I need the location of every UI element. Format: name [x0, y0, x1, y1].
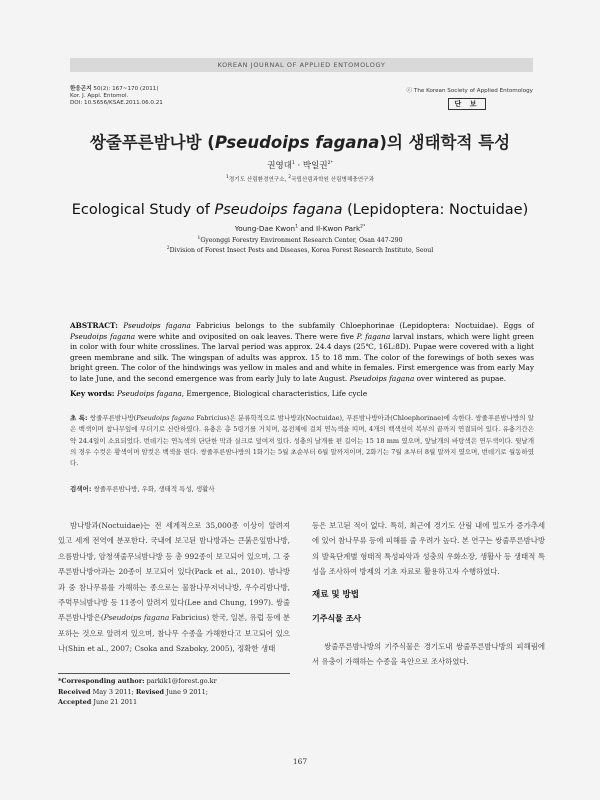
citation-block: [70, 86, 163, 108]
english-abstract: ABSTRACT: Pseudoips fagana Fabricius belongs to the subfamily Chloephorinae (Lepidoptera: Noctuidae). Eggs of Pseudoips fagana were white and oviposited on oak leaves. There were five P. fagana larval instars, which were light green in color with four white crosslines. The larval period was approx. 24.4 days (25℃, 16L:8D). Pupae were covered with a light green membrane and silk. The wingspan of adults was approx. 15 to 18 mm. The color of the forewings of both sexes was bright green. The color of the hindwings was yellow in males and and white in females. First emergence was from early May to late June, and the second emergence was from early July to late August. Pseudoips fagana over wintered as pupae.: [70, 321, 535, 383]
body-left-column: [58, 518, 290, 657]
journal-header-band: KOREAN JOURNAL OF APPLIED ENTOMOLOGY: [70, 58, 533, 72]
english-title: Ecological Study of Pseudoips fagana (Lepidoptera: Noctuidae): [71, 202, 529, 218]
intro-paragraph: 밤나방과(Noctuidae)는 전 세계적으로 35,000종 이상이 알려져 있고 세계 전역에 분포한다. 국내에 보고된 밤나방과는 큰붉은잎밤나방, 으름밤나방, 암청색줄무늬밤나방 등 총 992종이 보고되어 있으며, 그 중 푸른밤나방아과는 20종이 보고되어 있다(Pack et al., 2010). 밤나방과 중 참나무류를 가해하는 종으로는 물참나무저녁나방, 우수리밤나방, 주먹무늬밤나방 등 11종이 알려져 있다(Lee and Chung, 1997). 쌍줄푸른밤나방은(Pseudoips fagana Fabricius) 한국, 일본, 유럽 등에 분포하는 것으로 알려져 있으며, 참나무 수종을 가해한다고 보고되어 있으나(Shin et al., 2007; Csoka and Szaboky, 2005), 정확한 생태: [58, 521, 290, 654]
journal-abbrev-kr: 한응곤지: [70, 86, 92, 92]
footnote-rule: [58, 673, 290, 674]
host-plant-paragraph: 쌍줄푸른밤나방의 기주식물은 경기도내 쌍줄푸른밤나방의 피해림에서 유충이 가해하는 수종을 육안으로 조사하였다.: [312, 642, 545, 667]
footnote: *Corresponding author: parkik1@forest.go.kr Received May 3 2011; Revised June 9 2011; Accepted June 21 2011: [58, 677, 217, 706]
english-title-species: Pseudoips fagana: [214, 202, 343, 218]
article-type-badge: 단 보: [448, 98, 486, 110]
korean-keywords: 검색어: 쌍줄푸른밤나방, 우화, 생태적 특성, 생활사: [70, 485, 215, 493]
volume-issue: 50(2): 167~170 (2011): [91, 86, 159, 92]
korean-abstract: 초 록: 쌍줄푸른밤나방(Pseudoips fagana Fabricius)은 분류학적으로 밤나방과(Noctuidae), 푸른밤나방아과(Chloephorinae)에 속한다. 쌍줄푸른밤나방의 알은 백색이며 참나무잎에 무더기로 산란하였다. 유충은 총 5령기를 거치며, 몸전체에 걸쳐 연녹색을 띠며, 4개의 백색선이 복부의 끝까지 연결되어 있다. 유충기간은 약 24.4일이 소요되었다. 번데기는 연녹색의 단단한 막과 실크로 덮여져 있다. 성충의 날개를 편 길이는 15 18 mm 였으며, 앞날개의 바탕색은 연두색이다. 뒷날개의 경우 수컷은 황색이며 암컷은 백색을 띈다. 쌍줄푸른밤나방의 1화기는 5월 초순부터 6월 말까지이며, 2화기는 7월 초부터 8월 말까지 였으며, 번데기로 월동하였다.: [70, 414, 535, 468]
korean-affiliations: $^1$경기도 산림환경연구소, $^2$국립산림과학원 산림병해충연구과: [226, 175, 374, 183]
korean-title-species: Pseudoips fagana: [214, 133, 380, 152]
journal-abbrev-en: Kor. J. Appl. Entomol.: [70, 93, 129, 100]
page-number: 167: [292, 757, 308, 766]
corresponding-email: parkik1@forest.go.kr: [144, 677, 217, 685]
doi: DOI: 10.5656/KSAE.2011.06.0.21: [70, 100, 163, 107]
korean-authors: 권영대$^1$ · 박일권$^{2*}$: [267, 161, 333, 171]
society-copyright: ⓒ The Korean Society of Applied Entomology: [406, 88, 533, 94]
english-affiliation-2: $^2$Division of Forest Insect Pests and Diseases, Korea Forest Research Institute, Seoul: [166, 245, 434, 254]
english-authors: Young-Dae Kwon$^1$ and Il-Kwon Park$^{2*}$: [234, 224, 366, 233]
subsection-heading-host-plants: 기주식물 조사: [312, 614, 362, 623]
english-keywords: Key words: Pseudoips fagana, Emergence, Biological characteristics, Life cycle: [70, 389, 368, 398]
body-right-column: 등은 보고된 적이 없다. 특히, 최근에 경기도 산림 내에 밀도가 증가추세에 있어 참나무류 등에 피해를 줄 우려가 높다. 본 연구는 쌍줄푸른밤나방의 발육단계별 형태적 특성파악과 성충의 우화소장, 생활사 등 생태적 특성을 조사하여 방제의 기초 자료로 활용하고자 수행하였다.: [312, 521, 545, 577]
english-affiliation-1: $^1$Gyeonggi Forestry Environment Research Center, Osan 447-290: [197, 235, 403, 244]
section-heading-methods: 재료 및 방법: [312, 590, 359, 600]
korean-title: 쌍줄푸른밤나방 (Pseudoips fagana)의 생태학적 특성: [89, 133, 511, 152]
